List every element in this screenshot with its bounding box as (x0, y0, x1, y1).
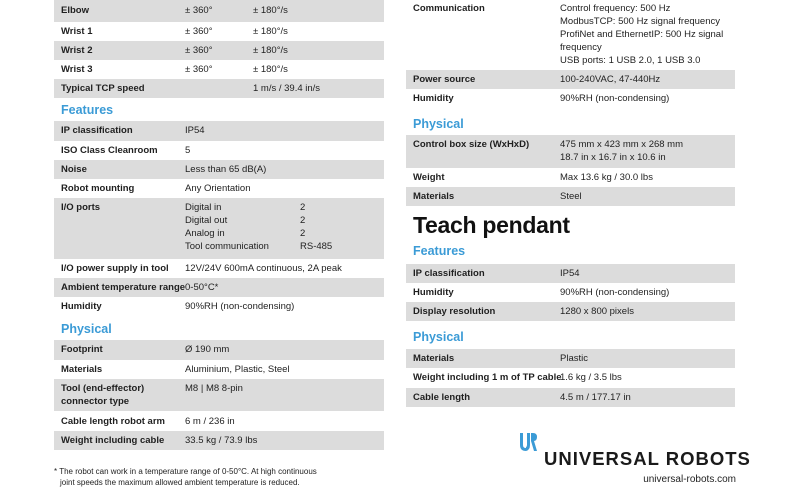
spec-row-tp-humidity (406, 283, 735, 302)
spec-value: 1 m/s / 39.4 in/s (253, 83, 321, 94)
section-heading-physical: Physical (413, 330, 464, 344)
io-port-item: Analog in 2 (185, 228, 306, 239)
section-heading-physical: Physical (413, 117, 464, 131)
spec-label: Wrist 1 (61, 26, 93, 37)
spec-row-tcp-speed (54, 79, 384, 98)
teach-pendant-title: Teach pendant (413, 212, 570, 238)
joint-range: ± 360° (185, 45, 213, 56)
spec-label: Elbow (61, 5, 89, 16)
spec-label: Weight (413, 172, 445, 183)
spec-value: IP54 (185, 125, 205, 136)
spec-row-noise (54, 160, 384, 179)
spec-label: Wrist 2 (61, 45, 93, 56)
spec-label: Power source (413, 74, 476, 85)
spec-label: Materials (413, 353, 455, 364)
io-port-item: Digital in 2 (185, 202, 306, 213)
spec-value: 33.5 kg / 73.9 lbs (185, 435, 258, 446)
spec-label: Noise (61, 164, 87, 175)
spec-label: I/O power supply in tool (61, 263, 169, 274)
spec-row-connector (54, 379, 384, 411)
spec-row-communication (406, 0, 735, 70)
spec-label: Display resolution (413, 306, 496, 317)
spec-label: Cable length (413, 392, 471, 403)
spec-label: Weight including cable (61, 435, 165, 446)
spec-value: 12V/24V 600mA continuous, 2A peak (185, 263, 342, 274)
spec-row-wrist3 (54, 60, 384, 79)
spec-label: Robot mounting (61, 183, 135, 194)
spec-label: Tool (end-effector) (61, 383, 145, 394)
spec-row-humidity (54, 297, 384, 316)
spec-value: Aluminium, Plastic, Steel (185, 364, 290, 375)
spec-label: Wrist 3 (61, 64, 93, 75)
spec-label: Typical TCP speed (61, 83, 145, 94)
joint-range: ± 360° (185, 26, 213, 37)
spec-label: Footprint (61, 344, 103, 355)
spec-row-power-source (406, 70, 735, 89)
spec-row-tp-weight (406, 368, 735, 388)
spec-value: 90%RH (non-condensing) (560, 287, 670, 298)
section-heading-features: Features (61, 103, 114, 117)
spec-label: IP classification (61, 125, 133, 136)
spec-label: Control box size (WxHxD) (413, 139, 530, 150)
spec-value: Any Orientation (185, 183, 251, 194)
spec-label: Weight including 1 m of TP cable (413, 372, 562, 383)
spec-label: I/O ports (61, 202, 101, 213)
brand-block (516, 430, 751, 490)
spec-row-io-ports (54, 198, 384, 259)
spec-row-ip (54, 121, 384, 141)
joint-speed: ± 180°/s (253, 45, 288, 56)
spec-label: IP classification (413, 268, 485, 279)
spec-value: 1280 x 800 pixels (560, 306, 634, 317)
spec-value: Max 13.6 kg / 30.0 lbs (560, 172, 653, 183)
spec-value: 6 m / 236 in (185, 416, 235, 427)
spec-row-box-size (406, 135, 735, 168)
spec-value: Less than 65 dB(A) (185, 164, 267, 175)
spec-row-cable-length (54, 411, 384, 431)
joint-speed: ± 180°/s (253, 64, 288, 75)
io-port-item: Tool communication RS-485 (185, 241, 333, 252)
universal-robots-logo-icon (518, 432, 538, 454)
spec-value: 0-50°C* (185, 282, 219, 293)
spec-value: 4.5 m / 177.17 in (560, 392, 631, 403)
spec-row-materials (406, 187, 735, 206)
joint-range: ± 360° (185, 64, 213, 75)
spec-value: 5 (185, 145, 191, 156)
joint-speed: ± 180°/s (253, 26, 288, 37)
spec-row-weight (406, 168, 735, 187)
spec-row-wrist1 (54, 22, 384, 41)
spec-row-ambient (54, 278, 384, 297)
control-box-and-pendant-specs (406, 0, 735, 407)
spec-value: Steel (560, 191, 582, 202)
spec-row-humidity (406, 89, 735, 108)
spec-value: 100-240VAC, 47-440Hz (560, 74, 661, 85)
spec-row-tp-display (406, 302, 735, 321)
spec-value: Control frequency: 500 Hz ModbusTCP: 500 Hz signal frequency ProfiNet and EthernetIP: 500 Hz signal frequency USB ports: 1 USB 2.0, 1 USB 3.0 (560, 3, 724, 66)
spec-row-elbow (54, 0, 384, 22)
spec-label: Materials (413, 191, 455, 202)
spec-label: Ambient temperature range (61, 282, 186, 293)
spec-row-materials (54, 360, 384, 379)
spec-value: 90%RH (non-condensing) (185, 301, 295, 312)
spec-row-tp-ip (406, 264, 735, 283)
brand-wordmark: UNIVERSAL ROBOTS (544, 448, 751, 469)
spec-label: connector type (61, 396, 130, 407)
temperature-footnote: * The robot can work in a temperature range of 0-50°C. At high continuous joint speeds the maximum allowed ambient temperature is reduced. (54, 467, 317, 487)
spec-row-iso (54, 141, 384, 160)
joint-speed: ± 180°/s (253, 5, 288, 16)
spec-row-tp-cable (406, 388, 735, 407)
spec-value: Plastic (560, 353, 588, 364)
spec-label: Cable length robot arm (61, 416, 165, 427)
spec-value: Ø 190 mm (185, 344, 230, 355)
section-heading-features: Features (413, 244, 466, 258)
spec-label: Communication (413, 3, 485, 14)
spec-row-wrist2 (54, 41, 384, 60)
spec-label: Humidity (413, 93, 454, 104)
robot-arm-specs (54, 0, 384, 450)
spec-label: ISO Class Cleanroom (61, 145, 158, 156)
io-port-item: Digital out 2 (185, 215, 306, 226)
spec-value: 475 mm x 423 mm x 268 mm 18.7 in x 16.7 in x 10.6 in (560, 139, 684, 163)
spec-value: 90%RH (non-condensing) (560, 93, 670, 104)
spec-value: M8 | M8 8-pin (185, 383, 243, 394)
website-link[interactable]: universal-robots.com (643, 474, 736, 485)
spec-value: IP54 (560, 268, 580, 279)
spec-row-io-power (54, 259, 384, 278)
spec-label: Materials (61, 364, 103, 375)
spec-row-weight (54, 431, 384, 450)
spec-label: Humidity (413, 287, 454, 298)
spec-row-mounting (54, 179, 384, 198)
spec-label: Humidity (61, 301, 102, 312)
spec-value: 1.6 kg / 3.5 lbs (560, 372, 622, 383)
spec-row-footprint (54, 340, 384, 360)
section-heading-physical: Physical (61, 322, 112, 336)
joint-range: ± 360° (185, 5, 213, 16)
spec-row-tp-materials (406, 349, 735, 368)
